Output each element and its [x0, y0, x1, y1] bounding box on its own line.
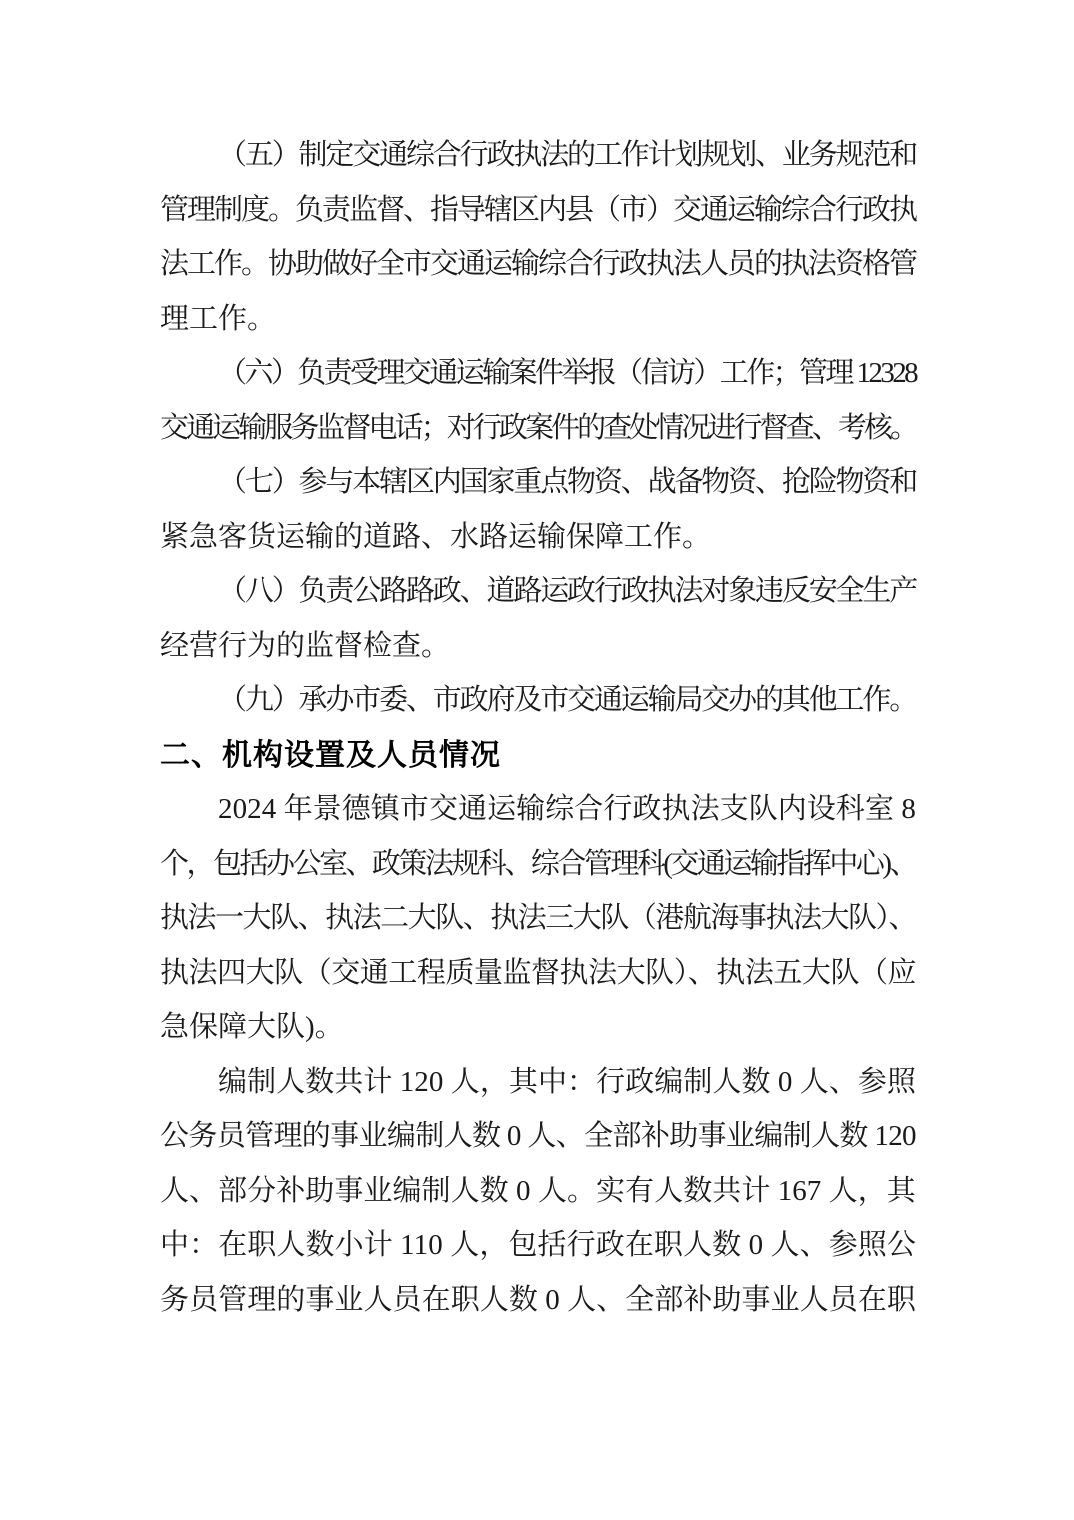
paragraph-line	[160, 1000, 916, 1055]
line-text: 2024 年景德镇市交通运输综合行政执法支队内设科室 8	[218, 793, 916, 826]
line-text: （七）参与本辖区内国家重点物资、战备物资、抢险物资和	[218, 466, 917, 499]
paragraph-line	[160, 673, 916, 728]
paragraph-line	[160, 837, 916, 892]
paragraph-line	[160, 1218, 916, 1273]
paragraph-line	[160, 292, 916, 347]
line-text: 执法四大队（交通工程质量监督执法大队）、执法五大队（应	[160, 956, 917, 989]
line-text: 中：在职人数小计 110 人，包括行政在职人数 0 人、参照公	[160, 1229, 917, 1262]
section-duty-5	[160, 128, 916, 346]
paragraph-line	[160, 1164, 916, 1219]
paragraph-line	[160, 564, 916, 619]
line-text: 紧急客货运输的道路、水路运输保障工作。	[160, 520, 712, 553]
line-text: （九）承办市委、市政府及市交通运输局交办的其他工作。	[218, 684, 917, 717]
paragraph-line	[160, 946, 916, 1001]
line-text: 公务员管理的事业编制人数 0 人、全部补助事业编制人数 120	[160, 1120, 916, 1153]
paragraph-line	[160, 619, 916, 674]
paragraph-line	[160, 237, 916, 292]
paragraph-line	[160, 782, 916, 837]
paragraph-line	[160, 891, 916, 946]
line-text: 经营行为的监督检查。	[160, 629, 451, 662]
line-text: 执法一大队、执法二大队、执法三大队（港航海事执法大队）、	[160, 902, 917, 935]
line-text: 人、部分补助事业编制人数 0 人。实有人数共计 167 人，其	[160, 1174, 916, 1207]
line-text: （八）负责公路路政、道路运政行政执法对象违反安全生产	[218, 575, 917, 608]
line-text: 法工作。协助做好全市交通运输综合行政执法人员的执法资格管	[160, 248, 917, 281]
paragraph-line	[160, 401, 916, 456]
paragraph-line	[160, 128, 916, 183]
paragraph-line	[160, 1055, 916, 1110]
line-text: 理工作。	[160, 302, 277, 335]
heading-text: 二、机构设置及人员情况	[160, 738, 501, 772]
section-duty-9	[160, 673, 916, 728]
line-text: 交通运输服务监督电话；对行政案件的查处情况进行督查、考核。	[160, 411, 917, 444]
section-organization-setup	[160, 782, 916, 1055]
line-text: （五）制定交通综合行政执法的工作计划规划、业务规范和	[218, 139, 917, 172]
line-text: 务员管理的事业人员在职人数 0 人、全部补助事业人员在职	[160, 1283, 916, 1316]
line-text: 管理制度。负责监督、指导辖区内县（市）交通运输综合行政执	[160, 193, 917, 226]
section-heading	[160, 728, 916, 783]
line-text: 编制人数共计 120 人，其中：行政编制人数 0 人、参照	[218, 1065, 917, 1098]
section-duty-7	[160, 455, 916, 564]
paragraph-line	[160, 1109, 916, 1164]
section-duty-6	[160, 346, 916, 455]
paragraph-line	[160, 346, 916, 401]
section-staffing-figures	[160, 1055, 916, 1328]
paragraph-line	[160, 455, 916, 510]
paragraph-line	[160, 183, 916, 238]
line-text: 个，包括办公室、政策法规科、综合管理科(交通运输指挥中心)、	[160, 847, 917, 880]
paragraph-line	[160, 510, 916, 565]
section-duty-8	[160, 564, 916, 673]
line-text: 急保障大队)。	[160, 1011, 344, 1044]
paragraph-line	[160, 1273, 916, 1328]
line-text: （六）负责受理交通运输案件举报（信访）工作；管理 12328	[218, 357, 917, 390]
